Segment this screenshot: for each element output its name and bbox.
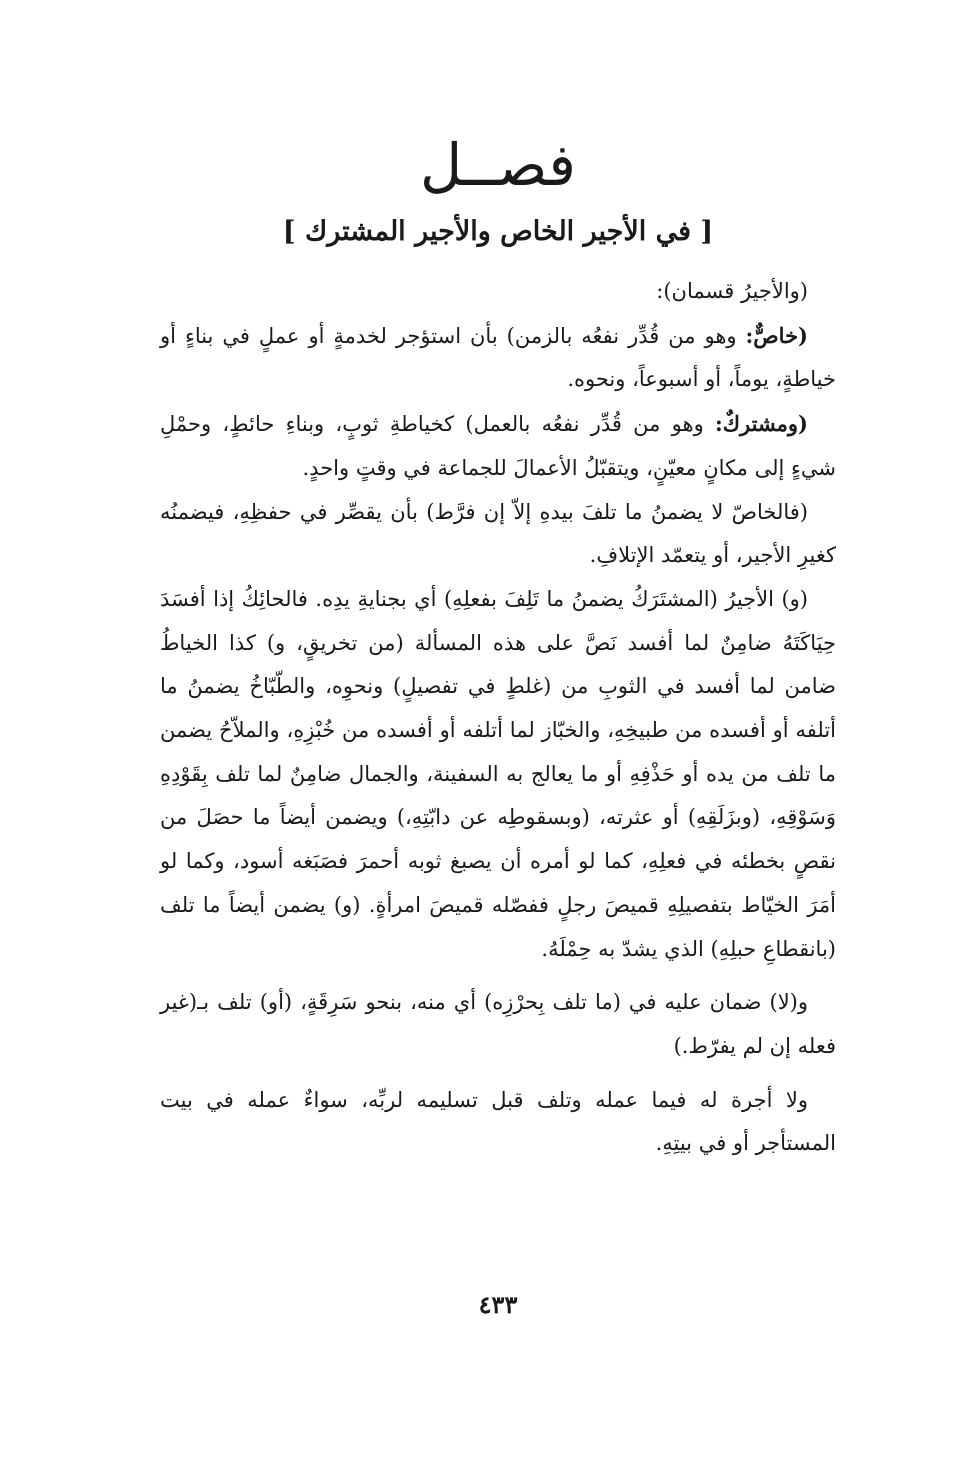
paragraph-text: (فالخاصّ لا يضمنُ ما تلفَ بيدهِ إلاّ إن فرَّط) بأن يقصِّر في حفظِهِ، فيضمنُه كغيرِ الأجير، أو يتعمّد الإتلافِ. bbox=[160, 499, 836, 568]
section-ornament-heading bbox=[160, 120, 836, 210]
paragraph-lead-term: (ومشتركٌ: bbox=[714, 411, 808, 437]
paragraph-no-wage bbox=[160, 1079, 836, 1166]
paragraph-text: وهو من قُدِّر نفعُه بالزمن) بأن استؤجر لخدمةٍ أو عملٍ في بناءٍ أو خياطةٍ، يوماً، أو أسبوعاً، ونحوه. bbox=[160, 323, 836, 392]
paragraph-text: وهو من قُدِّر نفعُه بالعمل) كخياطةِ ثوبٍ، وبناءِ حائطٍ، وحمْلِ شيءٍ إلى مكانٍ معيّنٍ، ويتقبّلُ الأعمالَ للجماعة في وقتٍ واحدٍ. bbox=[160, 412, 836, 480]
body-text bbox=[160, 270, 836, 1166]
paragraph-special-worker bbox=[160, 314, 836, 402]
ornament-text: فصــل bbox=[420, 131, 576, 199]
paragraph-text: (والأجيرُ قسمان): bbox=[656, 279, 808, 303]
paragraph-common-liability bbox=[160, 578, 836, 971]
paragraph-special-liability bbox=[160, 491, 836, 578]
paragraph-no-liability bbox=[160, 981, 836, 1068]
book-page bbox=[160, 0, 836, 1482]
paragraph-text: و(لا) ضمان عليه في (ما تلف بِحرْزِه) أي منه، بنحو سَرِقَةٍ، (أو) تلف بـ(غير فعله إن لم يفرّط.) bbox=[160, 990, 836, 1058]
paragraph-text: ولا أجرة له فيما عمله وتلف قبل تسليمه لربِّه، سواءٌ عمله في بيت المستأجر أو في بيتِهِ. bbox=[160, 1087, 836, 1156]
paragraph-lead-term: (خاصٌّ: bbox=[745, 322, 808, 348]
paragraph-intro bbox=[160, 270, 836, 314]
page-number: ٤٣٣ bbox=[478, 1290, 518, 1319]
section-title: [ في الأجير الخاص والأجير المشترك ] bbox=[282, 216, 714, 247]
paragraph-text: (و) الأجيرُ (المشتَرَكُ يضمنُ ما تَلِفَ بفعلِهِ) أي بجنايةِ يدِه. فالحائِكُ إذا أفسَدَ حِيَاكَتَهُ ضامِنٌ لما أفسد نَصَّ على هذه المسألة (من تخريقٍ، و) كذا الخياطُ ضامن لما أفسد في الثوبِ من (غلطٍ في تفصيلٍ) ونحوِه، والطّبّاخُ يضمنُ ما أتلفه أو أفسده من طبيخِهِ، والخبّاز لما أتلفه أو أفسده من خُبْزِهِ، والملاّحُ يضمن ما تلف من يده أو حَذْفِهِ أو ما يعالج به السفينة، والجمال ضامِنٌ لما تلف بِقَوْدِهِ وَسَوْقِهِ، (وبزَلَقِهِ) أو عثرته، (وبسقوطِه عن دابّتِهِ،) ويضمن أيضاً ما حصَلَ من نقصٍ بخطئه في فعلِهِ، كما لو أمره أن يصبغ ثوبه أحمرَ فصَبَغه أسود، وكما لو أمَرَ الخيّاط بتفصيلِهِ قميصَ رجلٍ ففصّله قميصَ امرأةٍ. (و) يضمن أيضاً ما تلف (بانقطاعِ حبلِهِ) الذي يشدّ به حِمْلَهُ. bbox=[160, 586, 836, 961]
paragraph-common-worker bbox=[160, 402, 836, 490]
